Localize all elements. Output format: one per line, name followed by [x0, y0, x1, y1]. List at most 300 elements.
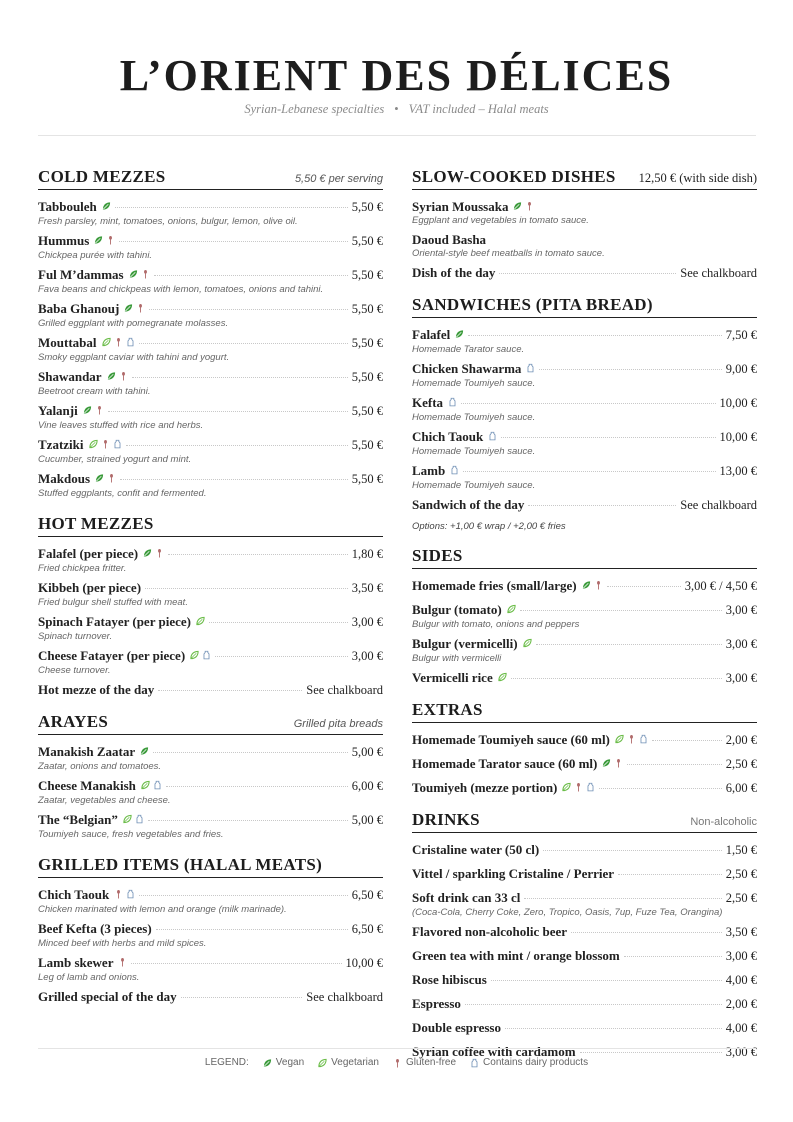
menu-item-name: Cheese Manakish [38, 778, 136, 793]
subtitle-specialties: Syrian-Lebanese specialties [244, 102, 385, 116]
menu-item-icons [129, 269, 150, 279]
menu-item-description: Toumiyeh sauce, fresh vegetables and fries. [38, 829, 224, 840]
vegetarian-leaf-icon [523, 638, 532, 648]
menu-item-name: Sandwich of the day [412, 497, 525, 512]
dot-leader [511, 678, 722, 679]
menu-item-price: 3,00 € [725, 603, 757, 617]
menu-item-price: See chalkboard [680, 498, 757, 512]
section-cold-mezzes [38, 167, 383, 500]
menu-item-name: Makdous [38, 471, 91, 486]
menu-item-price: 5,50 € [351, 268, 383, 282]
menu-item-name: Dish of the day [412, 265, 496, 280]
menu-item-name: Chicken Shawarma [412, 361, 522, 376]
dot-leader [465, 1004, 722, 1005]
header-divider [38, 135, 756, 136]
menu-item-icons [582, 580, 603, 590]
dot-leader [580, 1052, 722, 1053]
menu-item [38, 335, 383, 364]
menu-item [412, 232, 757, 260]
menu-item-icons [124, 303, 145, 313]
menu-item-name: Homemade Toumiyeh sauce (60 ml) [412, 732, 610, 747]
menu-item-icons [89, 439, 122, 449]
dot-leader [139, 895, 348, 896]
menu-item-description: Homemade Toumiyeh sauce. [412, 446, 536, 457]
menu-item-price: 4,00 € [725, 973, 757, 987]
menu-item-row [412, 497, 757, 513]
section-header [412, 295, 757, 318]
dot-leader [499, 273, 676, 274]
menu-item-description: Grilled eggplant with pomegranate molasses. [38, 318, 229, 329]
gluten-free-icon [118, 957, 127, 967]
menu-item-description: Homemade Toumiyeh sauce. [412, 378, 536, 389]
menu-item [412, 265, 757, 281]
vegan-leaf-icon [94, 235, 103, 245]
menu-item-description: Fava beans and chickpeas with lemon, tomatoes, onions and tahini. [38, 284, 324, 295]
menu-item [412, 578, 757, 594]
menu-item-row [412, 578, 757, 594]
legend-entry-label: Vegan [275, 1057, 305, 1068]
menu-item [38, 614, 383, 643]
vegan-leaf-icon [124, 303, 133, 313]
section-grilled-items-halal-meats [38, 855, 383, 1005]
dot-leader [120, 479, 348, 480]
gluten-free-icon [393, 1058, 402, 1068]
menu-item-name: Flavored non-alcoholic beer [412, 924, 568, 939]
dot-leader [543, 850, 722, 851]
vegetarian-leaf-icon [89, 439, 98, 449]
menu-item-description: Zaatar, onions and tomatoes. [38, 761, 162, 772]
menu-item-icons [196, 616, 205, 626]
dot-leader [524, 898, 721, 899]
vegan-leaf-icon [95, 473, 104, 483]
menu-item-price: 3,50 € [725, 925, 757, 939]
menu-item-name: Spinach Fatayer (per piece) [38, 614, 191, 629]
menu-item-description: Spinach turnover. [38, 631, 113, 642]
sandwich-options: Options: +1,00 € wrap / +2,00 € fries [412, 521, 566, 532]
gluten-free-icon [155, 548, 164, 558]
menu-item-name: Kefta [412, 395, 444, 410]
legend-entry-label: Contains dairy products [483, 1057, 589, 1068]
dairy-bottle-icon [135, 814, 144, 824]
menu-item-name: Baba Ghanouj [38, 301, 120, 316]
dairy-bottle-icon [526, 363, 535, 373]
dot-leader [156, 929, 348, 930]
menu-item [38, 989, 383, 1005]
vegetarian-leaf-icon [190, 650, 199, 660]
menu-item-description: Fried bulgur shell stuffed with meat. [38, 597, 188, 608]
menu-item-icons [140, 746, 149, 756]
menu-item-row [38, 989, 383, 1005]
menu-item [38, 682, 383, 698]
menu-item-price: 2,50 € [725, 757, 757, 771]
dot-leader [536, 644, 722, 645]
dot-leader [539, 369, 721, 370]
dot-leader [652, 740, 722, 741]
vegan-leaf-icon [455, 329, 464, 339]
menu-item-description: Fresh parsley, mint, tomatoes, onions, bulgur, lemon, olive oil. [38, 216, 298, 227]
menu-item-price: 3,00 € [725, 637, 757, 651]
menu-item-row [412, 670, 757, 686]
menu-item [38, 233, 383, 262]
menu-item [38, 403, 383, 432]
menu-item-row [412, 232, 757, 247]
menu-item-row [38, 887, 383, 903]
section-note: Non-alcoholic [690, 816, 757, 828]
menu-item-description: Vine leaves stuffed with rice and herbs. [38, 420, 204, 431]
menu-item [38, 199, 383, 228]
legend-entry-vegetarian [318, 1057, 379, 1068]
menu-item [412, 497, 757, 513]
menu-item-icons [507, 604, 516, 614]
menu-item-price: 9,00 € [725, 362, 757, 376]
menu-item [38, 471, 383, 500]
menu-item-description: Stuffed eggplants, confit and fermented. [38, 488, 207, 499]
subtitle-vat: VAT included – Halal meats [408, 102, 549, 116]
menu-item-icons [190, 650, 211, 660]
menu-item-name: The “Belgian” [38, 812, 118, 827]
menu-item-price: 13,00 € [719, 464, 757, 478]
gluten-free-icon [95, 405, 104, 415]
section-title: EXTRAS [412, 700, 483, 719]
section-slow-cooked-dishes [412, 167, 757, 281]
gluten-free-icon [627, 734, 636, 744]
menu-item-row [38, 778, 383, 794]
dot-leader [627, 764, 721, 765]
menu-item-icons [102, 201, 111, 211]
legend-entry-vegan [263, 1057, 304, 1068]
menu-item-row [412, 199, 757, 214]
menu-item-row [412, 265, 757, 281]
right-column [412, 167, 757, 1074]
menu-item [412, 972, 757, 988]
menu-item-price: 5,50 € [351, 200, 383, 214]
footer-divider [38, 1048, 756, 1049]
menu-item [412, 670, 757, 686]
menu-item-price: 5,00 € [351, 745, 383, 759]
menu-item [412, 948, 757, 964]
dairy-bottle-icon [126, 337, 135, 347]
dot-leader [501, 437, 715, 438]
menu-item [412, 395, 757, 424]
menu-item-row [38, 437, 383, 453]
section-title: SANDWICHES (PITA BREAD) [412, 295, 653, 314]
menu-item-icons [450, 465, 459, 475]
menu-item-price: 6,00 € [725, 781, 757, 795]
menu-item-description: Beetroot cream with tahini. [38, 386, 151, 397]
vegan-leaf-icon [143, 548, 152, 558]
menu-item-price: 5,50 € [351, 234, 383, 248]
menu-item [412, 361, 757, 390]
menu-item [412, 429, 757, 458]
menu-item-name: Chich Taouk [412, 429, 484, 444]
menu-item [38, 812, 383, 841]
dot-leader [148, 820, 348, 821]
dot-leader [108, 411, 348, 412]
menu-item-row [38, 580, 383, 596]
menu-item [412, 636, 757, 665]
menu-item-icons [488, 431, 497, 441]
menu-item-row [412, 602, 757, 618]
menu-item-price: 3,00 € [351, 649, 383, 663]
legend-entry-label: Gluten-free [406, 1057, 457, 1068]
menu-item-price: 4,00 € [725, 1021, 757, 1035]
menu-item-description: Bulgur with vermicelli [412, 653, 502, 664]
menu-item-icons [498, 672, 507, 682]
menu-item-icons [448, 397, 457, 407]
menu-item-name: Vittel / sparkling Cristaline / Perrier [412, 866, 615, 881]
dot-leader [571, 932, 722, 933]
menu-item-name: Beef Kefta (3 pieces) [38, 921, 152, 936]
menu-item-icons [118, 957, 127, 967]
dot-leader [181, 997, 303, 998]
dot-leader [145, 588, 348, 589]
menu-item-description: Oriental-style beef meatballs in tomato sauce. [412, 248, 605, 259]
vegan-leaf-icon [129, 269, 138, 279]
menu-item-price: 6,00 € [351, 779, 383, 793]
menu-item [412, 890, 757, 919]
dot-leader [528, 505, 676, 506]
section-title: SIDES [412, 546, 463, 565]
menu-item-description: Homemade Tarator sauce. [412, 344, 525, 355]
menu-item-name: Homemade Tarator sauce (60 ml) [412, 756, 598, 771]
section-title: HOT MEZZES [38, 514, 154, 533]
menu-item [38, 301, 383, 330]
menu-item-name: Tzatziki [38, 437, 84, 452]
menu-item-row [38, 648, 383, 664]
menu-item [38, 437, 383, 466]
menu-item-name: Green tea with mint / orange blossom [412, 948, 620, 963]
menu-item-row [38, 403, 383, 419]
menu-item-price: 2,00 € [725, 997, 757, 1011]
menu-item-name: Bulgur (vermicelli) [412, 636, 518, 651]
menu-item-price: 3,00 € / 4,50 € [684, 579, 757, 593]
menu-item-row [38, 921, 383, 937]
menu-subtitle [0, 102, 793, 117]
menu-item-name: Falafel [412, 327, 451, 342]
menu-item-name: Vermicelli rice [412, 670, 493, 685]
dot-leader [126, 445, 348, 446]
dot-leader [153, 752, 348, 753]
section-note: 5,50 € per serving [294, 173, 383, 185]
dairy-bottle-icon [586, 782, 595, 792]
menu-item-icons [526, 363, 535, 373]
dot-leader [154, 275, 348, 276]
menu-item-price: 1,80 € [351, 547, 383, 561]
menu-title: L’ORIENT DES DÉLICES [119, 51, 674, 100]
section-title: COLD MEZZES [38, 167, 166, 186]
menu-item [412, 996, 757, 1012]
menu-item-name: Cheese Fatayer (per piece) [38, 648, 186, 663]
vegetarian-leaf-icon [196, 616, 205, 626]
menu-item-name: Syrian Moussaka [412, 199, 509, 214]
vegan-leaf-icon [83, 405, 92, 415]
section-header [412, 700, 757, 723]
menu-item-price: 10,00 € [345, 956, 383, 970]
section-header [412, 810, 757, 833]
gluten-free-icon [614, 758, 623, 768]
vegetarian-leaf-icon [562, 782, 571, 792]
section-title: GRILLED ITEMS (HALAL MEATS) [38, 855, 323, 874]
menu-item-name: Soft drink can 33 cl [412, 890, 521, 905]
gluten-free-icon [101, 439, 110, 449]
menu-item-name: Hummus [38, 233, 90, 248]
dairy-bottle-icon [470, 1058, 479, 1068]
menu-item-description: Minced beef with herbs and mild spices. [38, 938, 207, 949]
menu-item-row [38, 233, 383, 249]
menu-item-name: Kibbeh (per piece) [38, 580, 142, 595]
menu-item-description: Cucumber, strained yogurt and mint. [38, 454, 192, 465]
menu-item-row [412, 948, 757, 964]
menu-item-name: Toumiyeh (mezze portion) [412, 780, 558, 795]
menu-item-row [412, 780, 757, 796]
vegan-leaf-icon [513, 201, 522, 211]
menu-item-name: Grilled special of the day [38, 989, 177, 1004]
legend [0, 1057, 793, 1068]
menu-item [38, 580, 383, 609]
menu-item-name: Homemade fries (small/large) [412, 578, 577, 593]
menu-item-name: Mouttabal [38, 335, 97, 350]
dot-leader [520, 610, 722, 611]
menu-item-row [38, 301, 383, 317]
menu-item-name: Tabbouleh [38, 199, 97, 214]
dairy-bottle-icon [153, 780, 162, 790]
menu-item-price: See chalkboard [306, 990, 383, 1004]
vegan-leaf-icon [140, 746, 149, 756]
menu-item-name: Cristaline water (50 cl) [412, 842, 540, 857]
menu-item-price: 5,50 € [351, 438, 383, 452]
menu-item-row [412, 327, 757, 343]
section-header [38, 712, 383, 735]
menu-item-name: Ful M’dammas [38, 267, 124, 282]
menu-item-price: 5,50 € [351, 302, 383, 316]
dairy-bottle-icon [450, 465, 459, 475]
section-title: SLOW-COOKED DISHES [412, 167, 616, 186]
dairy-bottle-icon [448, 397, 457, 407]
menu-item [412, 732, 757, 748]
menu-item [38, 369, 383, 398]
gluten-free-icon [114, 889, 123, 899]
menu-item [38, 744, 383, 773]
vegetarian-leaf-icon [141, 780, 150, 790]
menu-item-row [38, 369, 383, 385]
menu-item [412, 866, 757, 882]
menu-item-description: Chickpea purée with tahini. [38, 250, 153, 261]
menu-item-price: 5,50 € [351, 336, 383, 350]
menu-item [412, 327, 757, 356]
dairy-bottle-icon [639, 734, 648, 744]
menu-item-row [412, 756, 757, 772]
legend-entry-label: Vegetarian [331, 1057, 379, 1068]
section-extras [412, 700, 757, 796]
menu-item [38, 887, 383, 916]
dot-leader [139, 343, 348, 344]
vegan-leaf-icon [263, 1058, 272, 1068]
menu-item-row [412, 972, 757, 988]
dot-leader [463, 471, 715, 472]
vegan-leaf-icon [582, 580, 591, 590]
menu-item-price: 5,50 € [351, 472, 383, 486]
menu-item [412, 924, 757, 940]
menu-item-icons [102, 337, 135, 347]
menu-item-row [38, 335, 383, 351]
menu-item-description: Fried chickpea fritter. [38, 563, 127, 574]
dot-leader [115, 207, 348, 208]
menu-item [412, 756, 757, 772]
menu-item-row [412, 463, 757, 479]
section-header [38, 855, 383, 878]
vegetarian-leaf-icon [498, 672, 507, 682]
menu-item-description: Eggplant and vegetables in tomato sauce. [412, 215, 589, 226]
menu-item-row [38, 682, 383, 698]
vegan-leaf-icon [107, 371, 116, 381]
section-title: ARAYES [38, 712, 109, 731]
menu-item-row [412, 1020, 757, 1036]
menu-item-name: Double espresso [412, 1020, 501, 1035]
vegetarian-leaf-icon [318, 1058, 327, 1068]
menu-item-price: 3,50 € [351, 581, 383, 595]
menu-item-row [38, 614, 383, 630]
dot-leader [215, 656, 348, 657]
menu-item-price: 6,50 € [351, 888, 383, 902]
section-note: 12,50 € (with side dish) [638, 171, 757, 185]
menu-item-name: Lamb skewer [38, 955, 114, 970]
dot-leader [468, 335, 721, 336]
menu-item-description: Homemade Toumiyeh sauce. [412, 480, 536, 491]
menu-item-name: Espresso [412, 996, 461, 1011]
menu-item-description: Smoky eggplant caviar with tahini and yogurt. [38, 352, 230, 363]
dairy-bottle-icon [488, 431, 497, 441]
menu-item-row [412, 361, 757, 377]
dot-leader [607, 586, 681, 587]
menu-item-price: 2,00 € [725, 733, 757, 747]
menu-item-name: Falafel (per piece) [38, 546, 139, 561]
vegan-leaf-icon [102, 201, 111, 211]
menu-item-icons [562, 782, 595, 792]
menu-item-icons [513, 201, 534, 211]
menu-item-price: 2,50 € [725, 891, 757, 905]
section-header [38, 514, 383, 537]
dot-leader [166, 786, 348, 787]
legend-entry-gluten-free [393, 1057, 456, 1068]
menu-item-price: 2,50 € [725, 867, 757, 881]
section-hot-mezzes [38, 514, 383, 698]
menu-item-icons [114, 889, 135, 899]
dot-leader [491, 980, 722, 981]
menu-item-row [38, 955, 383, 971]
menu-item-icons [615, 734, 648, 744]
menu-item [412, 780, 757, 796]
menu-item-row [412, 996, 757, 1012]
menu-item-description: Leg of lamb and onions. [38, 972, 140, 983]
menu-item-icons [107, 371, 128, 381]
menu-item-icons [94, 235, 115, 245]
menu-item-row [38, 546, 383, 562]
menu-item-icons [141, 780, 162, 790]
left-column [38, 167, 383, 1019]
menu-item [412, 602, 757, 631]
menu-item-row [412, 732, 757, 748]
dot-leader [131, 963, 341, 964]
section-title: DRINKS [412, 810, 480, 829]
gluten-free-icon [119, 371, 128, 381]
menu-item-row [38, 744, 383, 760]
section-drinks [412, 810, 757, 1060]
section-header [412, 167, 757, 190]
gluten-free-icon [525, 201, 534, 211]
dot-leader [168, 554, 348, 555]
menu-item-name: Yalanji [38, 403, 78, 418]
menu-item-price: 5,50 € [351, 404, 383, 418]
